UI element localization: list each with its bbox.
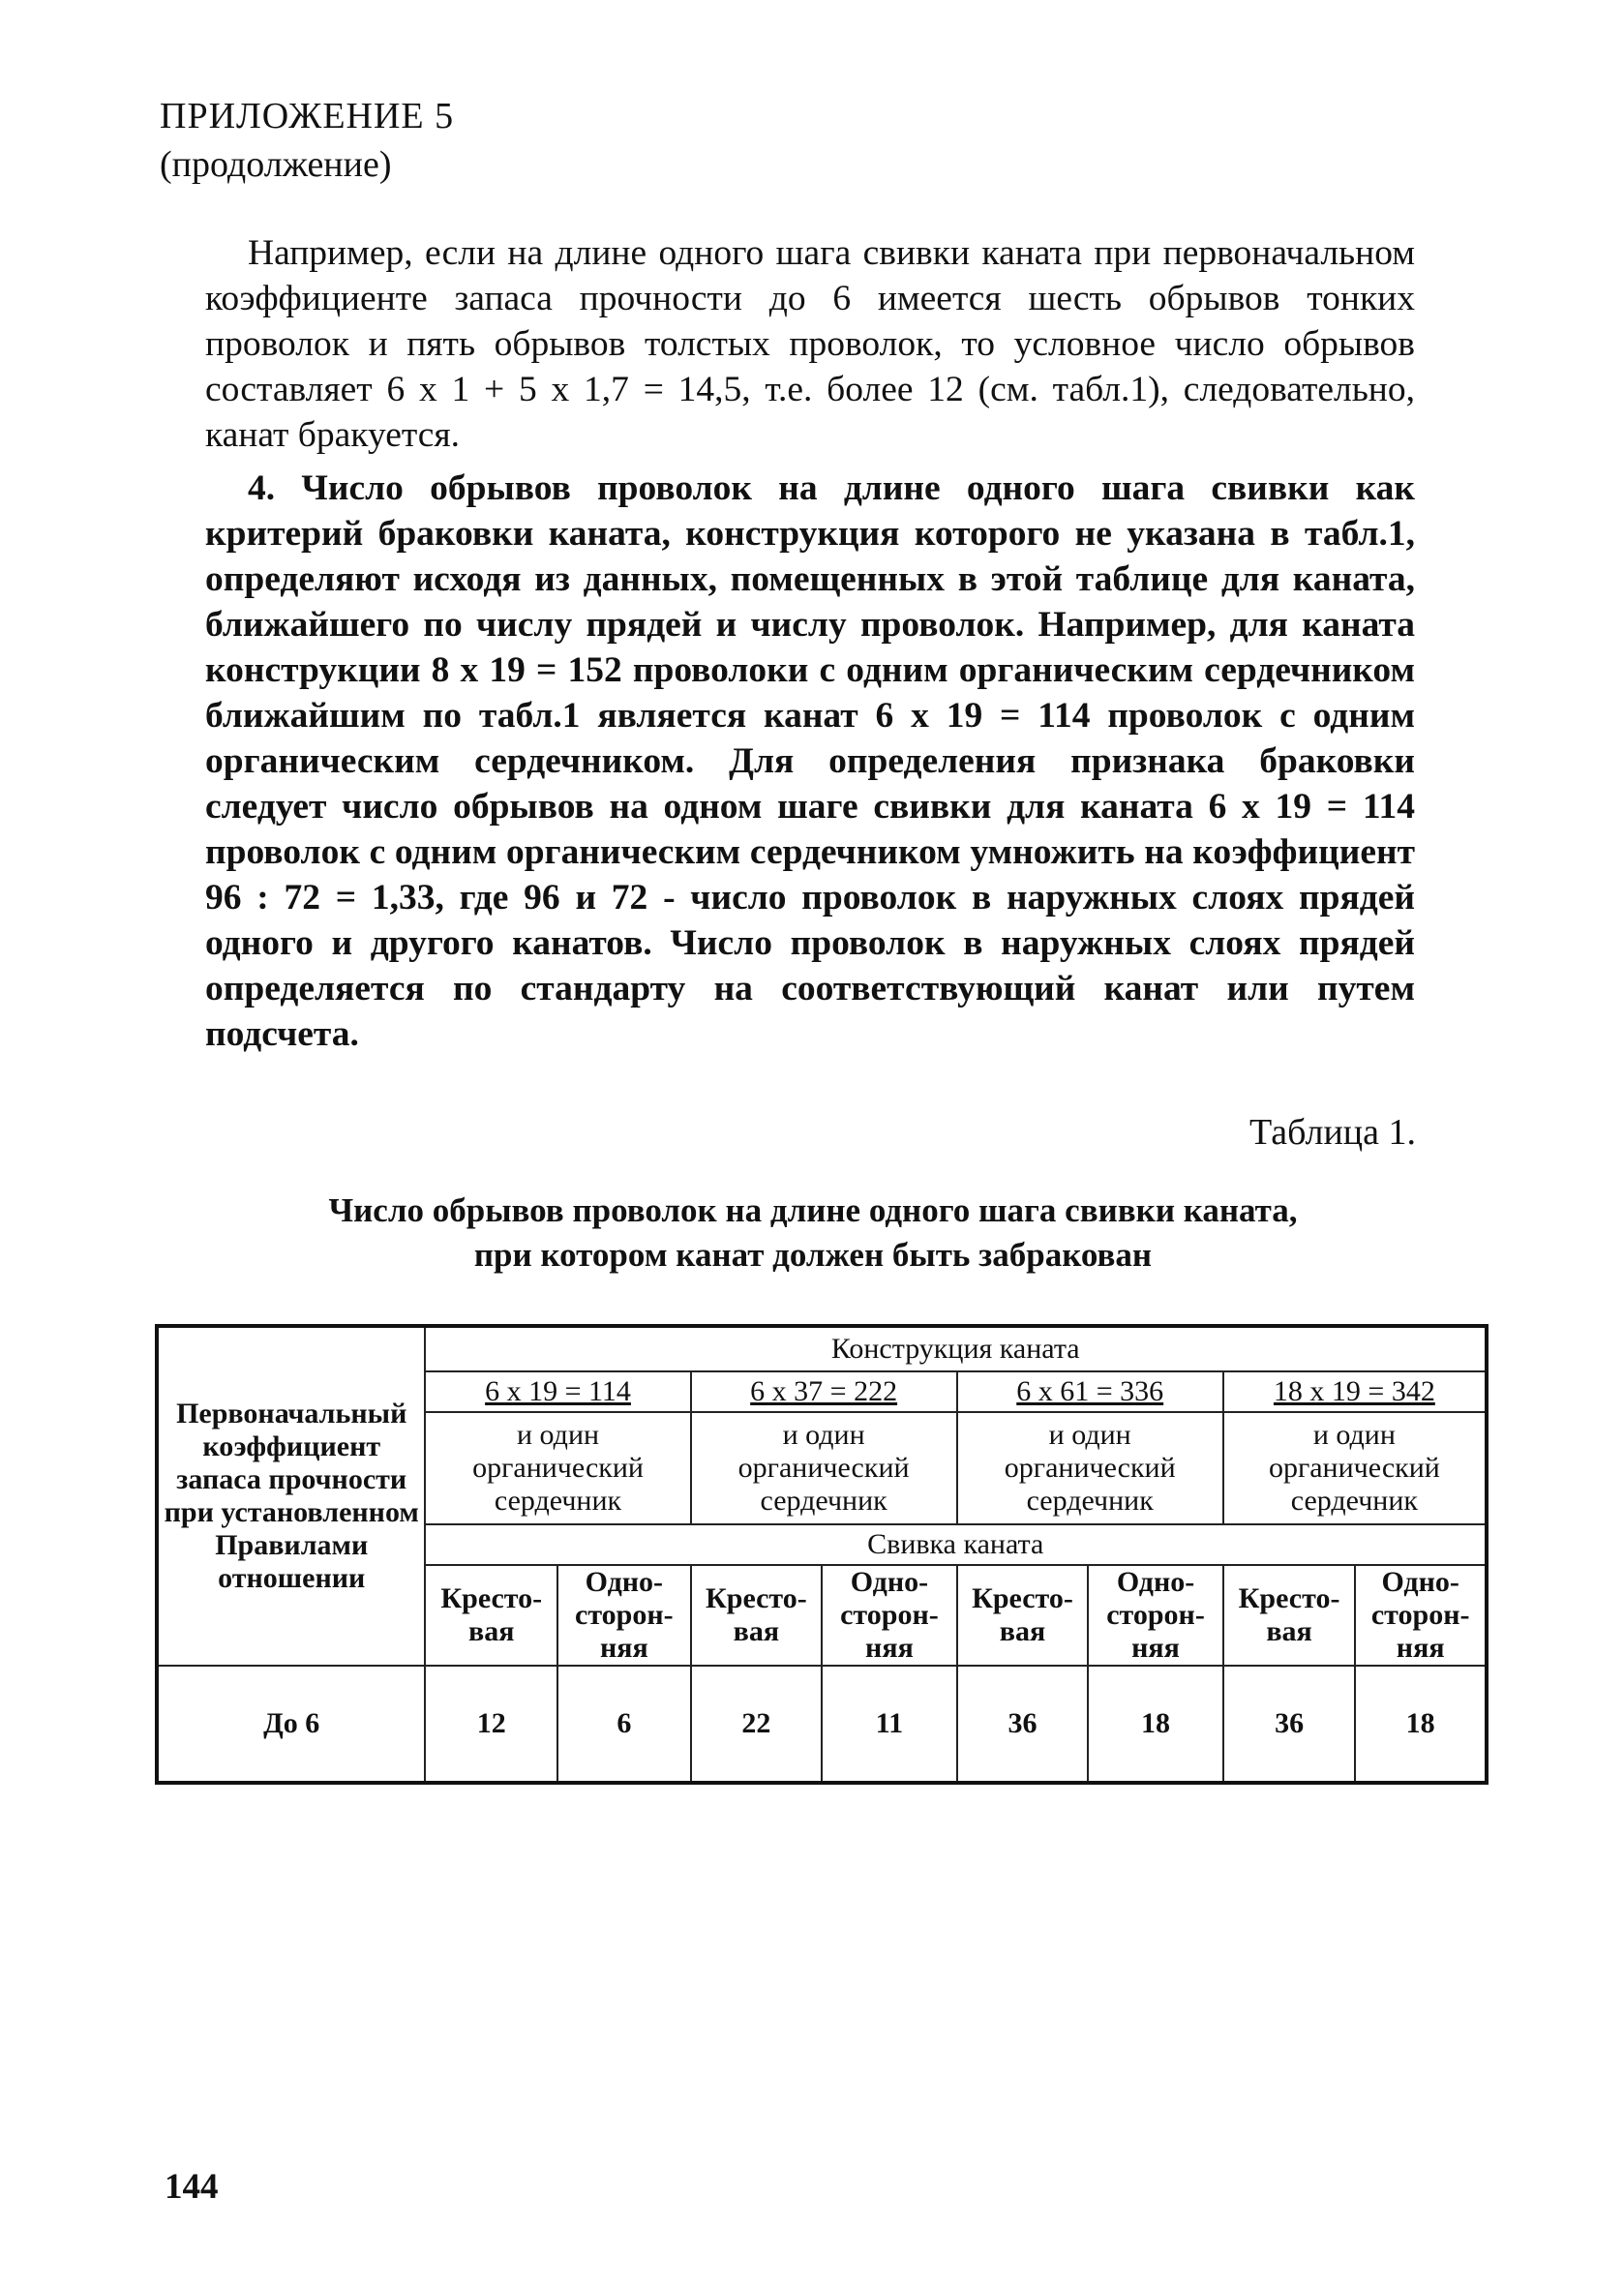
construction-header: Конструкция каната <box>425 1326 1487 1371</box>
twist-header: Свивка каната <box>425 1524 1487 1565</box>
twist-cross-1: Кресто-вая <box>425 1565 557 1666</box>
table-title-line-1: Число обрывов проволок на длине одного шага свивки каната, <box>328 1191 1298 1229</box>
table-cell: 6 <box>557 1666 691 1783</box>
table-number: Таблица 1. <box>1248 1112 1416 1153</box>
twist-single-2: Одно-сторон-няя <box>822 1565 956 1666</box>
table-cell: 36 <box>957 1666 1089 1783</box>
twist-single-1: Одно-сторон-няя <box>557 1565 691 1666</box>
rope-name-4: 18 х 19 = 342 <box>1223 1371 1487 1412</box>
page-number: 144 <box>165 2167 219 2207</box>
table-cell: 12 <box>425 1666 557 1783</box>
row-label: До 6 <box>157 1666 425 1783</box>
body-text <box>205 230 1415 1057</box>
table-row <box>157 1666 1487 1783</box>
table-cell: 36 <box>1223 1666 1356 1783</box>
table-title-line-2: при котором канат должен быть забракован <box>473 1236 1153 1274</box>
rope-rejection-table <box>155 1324 1489 1785</box>
paragraph-2: 4. Число обрывов проволок на длине одного шага свивки как критерий браковки каната, конструкция которого не указана в табл.1, определяют исходя из данных, помещенных в этой таблице для каната, ближайшего по числу прядей и числу проволок. Например, для каната конструкции 8 х 19 = 152 проволоки с одним органическим сердечником ближайшим по табл.1 является канат 6 х 19 = 114 проволок с одним органическим сердечником. Для определения признака браковки следует число обрывов на одном шаге свивки для каната 6 х 19 = 114 проволок с одним органическим сердечником умножить на коэффициент 96 : 72 = 1,33, где 96 и 72 - число проволок в наружных слоях прядей одного и другого канатов. Число проволок в наружных слоях прядей определяется по стандарту на соответствующий канат или путем подсчета. <box>205 468 1415 1054</box>
table-cell: 18 <box>1355 1666 1487 1783</box>
left-header-cell: Первоначальный коэффициент запаса прочности при установленном Правилами отношении <box>157 1326 425 1666</box>
rope-name-3: 6 х 61 = 336 <box>957 1371 1223 1412</box>
twist-cross-4: Кресто-вая <box>1223 1565 1356 1666</box>
twist-single-3: Одно-сторон-няя <box>1088 1565 1222 1666</box>
twist-single-4: Одно-сторон-няя <box>1355 1565 1487 1666</box>
appendix-title: ПРИЛОЖЕНИЕ 5 <box>160 96 455 136</box>
rope-name-1: 6 х 19 = 114 <box>425 1371 690 1412</box>
appendix-subtitle: (продолжение) <box>160 144 392 185</box>
table-title <box>155 1189 1471 1278</box>
rope-core-1: и один органический сердечник <box>425 1412 690 1524</box>
table-cell: 18 <box>1088 1666 1222 1783</box>
rope-core-3: и один органический сердечник <box>957 1412 1223 1524</box>
table-cell: 22 <box>691 1666 823 1783</box>
table-cell: 11 <box>822 1666 956 1783</box>
twist-cross-2: Кресто-вая <box>691 1565 823 1666</box>
rope-core-4: и один органический сердечник <box>1223 1412 1487 1524</box>
twist-cross-3: Кресто-вая <box>957 1565 1089 1666</box>
rope-name-2: 6 х 37 = 222 <box>691 1371 957 1412</box>
rope-core-2: и один органический сердечник <box>691 1412 957 1524</box>
paragraph-1: Например, если на длине одного шага свивки каната при первоначальном коэффициенте запаса прочности до 6 имеется шесть обрывов тонких проволок и пять обрывов толстых проволок, то условное число обрывов составляет 6 х 1 + 5 х 1,7 = 14,5, т.е. более 12 (см. табл.1), следовательно, канат бракуется. <box>205 233 1415 455</box>
